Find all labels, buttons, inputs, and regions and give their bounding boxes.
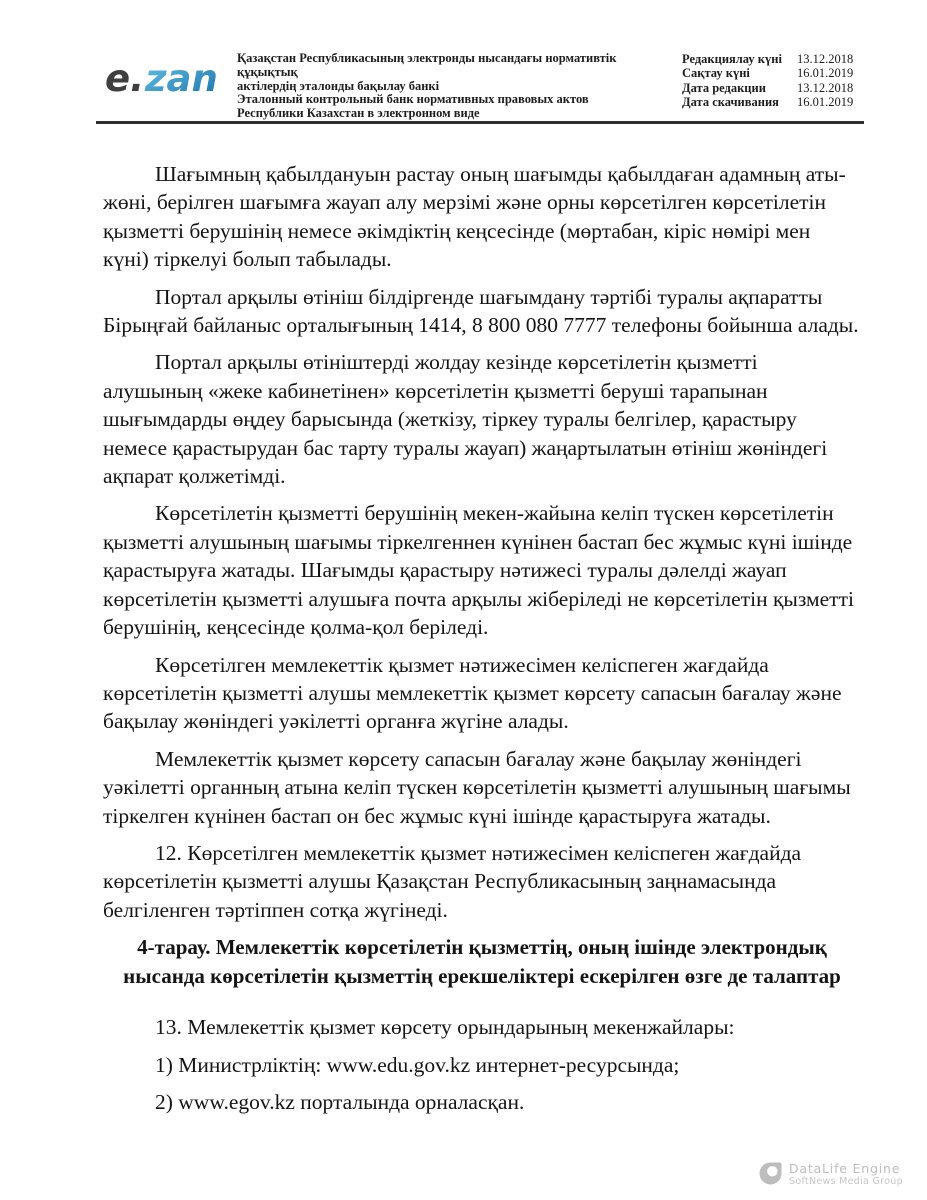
chapter-heading: 4-тарау. Мемлекеттік көрсетілетін қызметтің, оның ішінде электрондық нысанда көрсетілетін қызметтің ерекшеліктері ескерілген өзге де талаптар: [123, 935, 841, 989]
dates-table: [682, 52, 867, 110]
paragraph: 12. Көрсетілген мемлекеттік қызмет нәтижесімен келіспеген жағдайда көрсетілетін қызметті алушы Қазақстан Республикасының заңнамасында белгіленген тәртіппен сотқа жүгінеді.: [103, 840, 802, 922]
header-divider: [96, 121, 864, 124]
paragraph: Портал арқылы өтініштерді жолдау кезінде көрсетілетін қызметті алушының «жеке кабинетінен» көрсетілетін қызметті беруші тарапынан шығымдарды өңдеу барысында (жеткізу, тіркеу туралы белгілер, қарастыру немесе қарастырудан бас тарту туралы жауап) жаңартылатын өтініш жөніндегі ақпарат қолжетімді.: [103, 350, 828, 489]
paragraph: Шағымның қабылдануын растау оның шағымды қабылдаған адамның аты-жөні, берілген шағымға жауап алу мерзімі және орны көрсетілген көрсетілетін қызметті берушінің немесе әкімдіктің кеңсесінде (мөртабан, кіріс нөмірі мен күні) тіркелуі болып табылады.: [103, 162, 846, 272]
org-title: [237, 52, 667, 121]
date-value: 13.12.2018: [797, 52, 854, 66]
org-title-line: актілердің эталонды бақылау банкі: [237, 78, 440, 93]
date-value: 16.01.2019: [797, 95, 854, 110]
date-row: [682, 52, 867, 66]
org-title-line: Қазақстан Республикасының электронды нысандағы нормативтік құқықтық: [237, 51, 617, 79]
date-row: [682, 66, 867, 80]
paragraph: Көрсетілген мемлекеттік қызмет нәтижесімен келіспеген жағдайда көрсетілетін қызметті алушы мемлекеттік қызмет көрсету сапасын бағалау және бақылау жөніндегі уәкілетті органға жүгіне алады.: [103, 652, 842, 734]
org-title-line: Республики Казахстан в электронном виде: [237, 106, 480, 121]
date-value: 13.12.2018: [797, 80, 854, 95]
document-body: [103, 160, 861, 1125]
paragraph: 2) www.egov.kz порталында орналасқан.: [155, 1089, 525, 1114]
ezan-logo: [103, 53, 233, 101]
date-row: [682, 81, 867, 95]
logo-text-e: e.: [105, 57, 145, 100]
date-value: 16.01.2019: [797, 66, 854, 81]
datalife-engine-icon: [758, 1160, 784, 1186]
paragraph: Көрсетілетін қызметті берушінің мекен-жайына келіп түскен көрсетілетін қызметті алушының шағымы тіркелгеннен күнінен бастап бес жұмыс күні ішінде қарастыруға жатады. Шағымды қарастыру нәтижесі туралы дәлелді жауап көрсетілетін қызметті алушыға почта арқылы жіберіледі не көрсетілетін қызметті берушінің, кеңсесінде қолма-қол беріледі.: [103, 501, 854, 640]
date-label: Сақтау күні: [682, 66, 750, 81]
date-label: Редакциялау күні: [682, 52, 782, 66]
date-label: Дата скачивания: [682, 95, 779, 110]
date-label: Дата редакции: [682, 80, 766, 95]
paragraph: 1) Министрліктің: www.edu.gov.kz интернет-ресурсында;: [155, 1052, 680, 1077]
page-footer: [758, 1160, 903, 1187]
engine-subtitle: SoftNews Media Group: [789, 1176, 903, 1187]
paragraph: Портал арқылы өтініш білдіргенде шағымдану тәртібі туралы ақпаратты Бірыңғай байланыс орталығының 1414, 8 800 080 7777 телефоны бойынша алады.: [103, 284, 859, 338]
paragraph: 13. Мемлекеттік қызмет көрсету орындарының мекенжайлары:: [155, 1015, 735, 1040]
org-title-line: Эталонный контрольный банк нормативных правовых актов: [237, 92, 589, 107]
date-row: [682, 95, 867, 109]
engine-name: DataLife Engine: [789, 1161, 901, 1176]
paragraph: Мемлекеттік қызмет көрсету сапасын бағалау және бақылау жөніндегі уәкілетті органның атына келіп түскен көрсетілетін қызметті алушының шағымы тіркелген күнінен бастап он бес жұмыс күні ішінде қарастыруға жатады.: [103, 746, 851, 828]
datalife-engine-text: [789, 1160, 903, 1187]
logo-text-zan: zan: [145, 57, 218, 100]
